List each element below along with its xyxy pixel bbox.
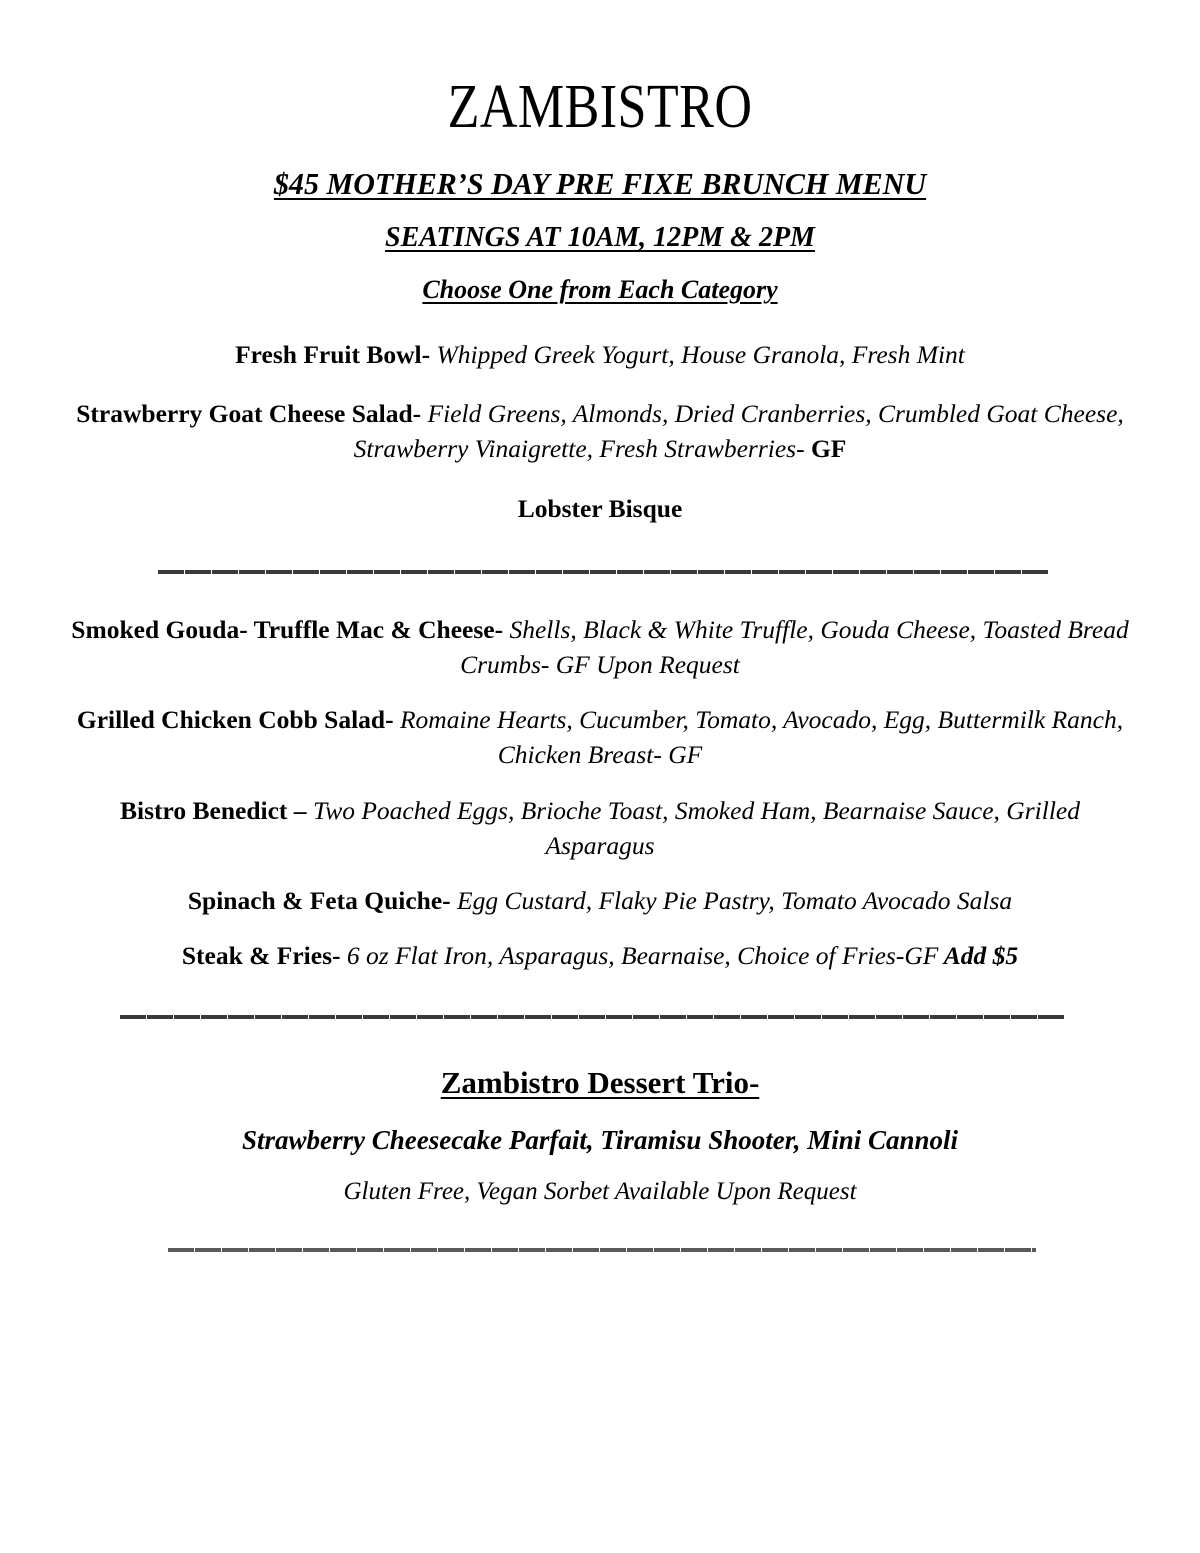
- instruction-text: Choose One from Each Category: [422, 275, 778, 304]
- menu-item-description: Romaine Hearts, Cucumber, Tomato, Avocado, Egg, Buttermilk Ranch, Chicken Breast- GF: [393, 705, 1124, 770]
- menu-item-name: Smoked Gouda- Truffle Mac & Cheese-: [71, 614, 504, 644]
- dessert-title-text: Zambistro Dessert Trio-: [440, 1065, 760, 1101]
- menu-item-tag: Add $5: [938, 941, 1019, 971]
- menu-item-name: Spinach & Feta Quiche-: [187, 885, 451, 915]
- dessert-note: Gluten Free, Vegan Sorbet Available Upon Request: [343, 1178, 857, 1206]
- menu-item: [68, 918, 1132, 973]
- menu-item: [68, 773, 1132, 863]
- menu-headline-text: $45 MOTHER’S DAY PRE FIXE BRUNCH MENU: [273, 166, 927, 201]
- menu-item: [68, 305, 1132, 372]
- instruction-line: [68, 254, 1132, 305]
- menu-item-description: Egg Custard, Flaky Pie Pastry, Tomato Avocado Salsa: [450, 885, 1013, 915]
- section-divider-3: [68, 1248, 1132, 1252]
- divider-rule: [168, 1248, 1036, 1252]
- menu-item-name: Grilled Chicken Cobb Salad-: [76, 705, 394, 735]
- menu-item: [68, 863, 1132, 918]
- seatings-text: SEATINGS AT 10AM, 12PM & 2PM: [385, 222, 815, 253]
- menu-item: [68, 574, 1132, 682]
- menu-item: [68, 372, 1132, 466]
- menu-item-description: 6 oz Flat Iron, Asparagus, Bearnaise, Choice of Fries-GF: [340, 941, 939, 971]
- seatings-line: [68, 202, 1132, 254]
- restaurant-title: ZAMBISTRO: [447, 73, 753, 141]
- menu-item-description: Shells, Black & White Truffle, Gouda Cheese, Toasted Bread Crumbs- GF Upon Request: [460, 614, 1129, 679]
- menu-item: [68, 682, 1132, 772]
- menu-item-name: Lobster Bisque: [517, 493, 683, 523]
- menu-item-name: Fresh Fruit Bowl-: [235, 340, 431, 369]
- menu-item-description: Whipped Greek Yogurt, House Granola, Fresh Mint: [430, 340, 965, 369]
- menu-item-description: Field Greens, Almonds, Dried Cranberries, Crumbled Goat Cheese, Strawberry Vinaigrette, Fresh Strawberries-: [353, 399, 1124, 464]
- menu-item-name: Steak & Fries-: [181, 941, 341, 971]
- menu-item-name: Bistro Benedict –: [120, 795, 307, 825]
- menu-item-tag: GF: [804, 434, 847, 464]
- course-dessert: [68, 1019, 1132, 1206]
- course-entrees: [68, 574, 1132, 974]
- dessert-items: Strawberry Cheesecake Parfait, Tiramisu Shooter, Mini Cannoli: [241, 1125, 959, 1156]
- menu-item: [68, 467, 1132, 526]
- menu-headline: [84, 138, 1116, 202]
- course-appetizers: [68, 305, 1132, 526]
- menu-item-name: Strawberry Goat Cheese Salad-: [76, 399, 422, 429]
- dessert-title: [68, 1019, 1132, 1101]
- menu-item-description: Two Poached Eggs, Brioche Toast, Smoked Ham, Bearnaise Sauce, Grilled Asparagus: [306, 795, 1080, 860]
